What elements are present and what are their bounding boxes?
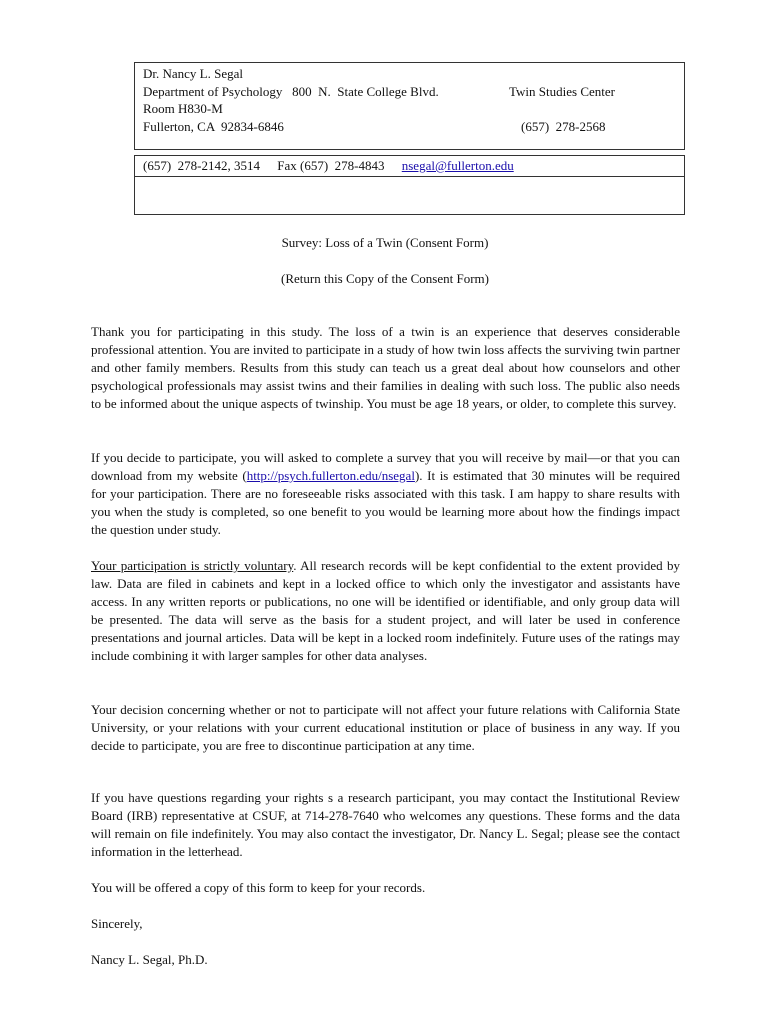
letterhead-box xyxy=(134,62,685,150)
paragraph-procedure-text-a: If you decide to participate, you will asked to complete a survey that you will receive by mail—or that you can download from my website ( xyxy=(91,450,680,483)
letterhead-room: Room H830-M xyxy=(143,101,223,116)
paragraph-voluntary xyxy=(91,557,680,665)
contact-box xyxy=(134,155,685,215)
contact-fax: Fax (657) 278-4843 xyxy=(277,158,385,173)
paragraph-questions xyxy=(91,789,680,861)
form-title: Survey: Loss of a Twin (Consent Form) xyxy=(281,235,489,250)
paragraph-procedure-text-b: ). It is estimated that 30 minutes will be required for your participation. There are no foreseeable risks associated with this task. I am happy to share results with you when the study is completed, so one benefit to you would be learning more about how the findings impact the question under study. xyxy=(91,468,680,537)
voluntary-heading: Your participation is strictly voluntary xyxy=(91,558,294,573)
letterhead-center-phone: (657) 278-2568 xyxy=(521,118,606,134)
letterhead-department: Department of Psychology 800 N. State College Blvd. xyxy=(143,83,439,99)
closing: Sincerely, xyxy=(91,916,143,931)
paragraph-copy xyxy=(91,879,680,897)
paragraph-questions-text: If you have questions regarding your rights s a research participant, you may contact the Institutional Review Board (IRB) representative at CSUF, at 714-278-7640 who welcomes any questions. These forms and the data will remain on file indefinitely. You may also contact the investigator, Dr. Nancy L. Segal; please see the contact information in the letterhead. xyxy=(91,790,680,859)
website-link[interactable]: http://psych.fullerton.edu/nsegal xyxy=(246,468,415,483)
paragraph-procedure xyxy=(91,449,680,539)
paragraph-decision-text: Your decision concerning whether or not to participate will not affect your future relations with California State University, or your relations with your current educational institution or place of business in any way. If you decide to participate, you are free to discontinue participation at any time. xyxy=(91,702,680,753)
signature: Nancy L. Segal, Ph.D. xyxy=(91,952,208,967)
contact-email-link[interactable]: nsegal@fullerton.edu xyxy=(401,158,514,173)
paragraph-intro xyxy=(91,323,680,413)
paragraph-decision xyxy=(91,701,680,755)
contact-phone: (657) 278-2142, 3514 xyxy=(143,158,260,173)
paragraph-voluntary-text: . All research records will be kept confidential to the extent provided by law. Data are filed in cabinets and kept in a locked office to which only the investigator and assistants have access. In any written reports or publications, no one will be identified or identifiable, and only group data will be presented. The data will serve as the basis for a student project, and will later be used in conference presentations and journal articles. Data will be kept in a locked room indefinitely. Future uses of the ratings may include combining it with larger samples for other data analyses. xyxy=(91,558,680,663)
paragraph-intro-text: Thank you for participating in this study. The loss of a twin is an experience that deserves considerable professional attention. You are invited to participate in a study of how twin loss affects the surviving twin partner and other family members. Results from this study can teach us a great deal about how counselors and other psychological professionals may assist twins and their families in dealing with such loss. The public also needs to be informed about the unique aspects of twinship. You must be age 18 years, or older, to complete this survey. xyxy=(91,324,680,411)
form-subtitle: (Return this Copy of the Consent Form) xyxy=(281,271,489,286)
letterhead-city: Fullerton, CA 92834-6846 xyxy=(143,118,284,134)
paragraph-copy-text: You will be offered a copy of this form to keep for your records. xyxy=(91,880,426,895)
letterhead-center: Twin Studies Center xyxy=(509,83,615,99)
letterhead-name: Dr. Nancy L. Segal xyxy=(143,66,244,81)
